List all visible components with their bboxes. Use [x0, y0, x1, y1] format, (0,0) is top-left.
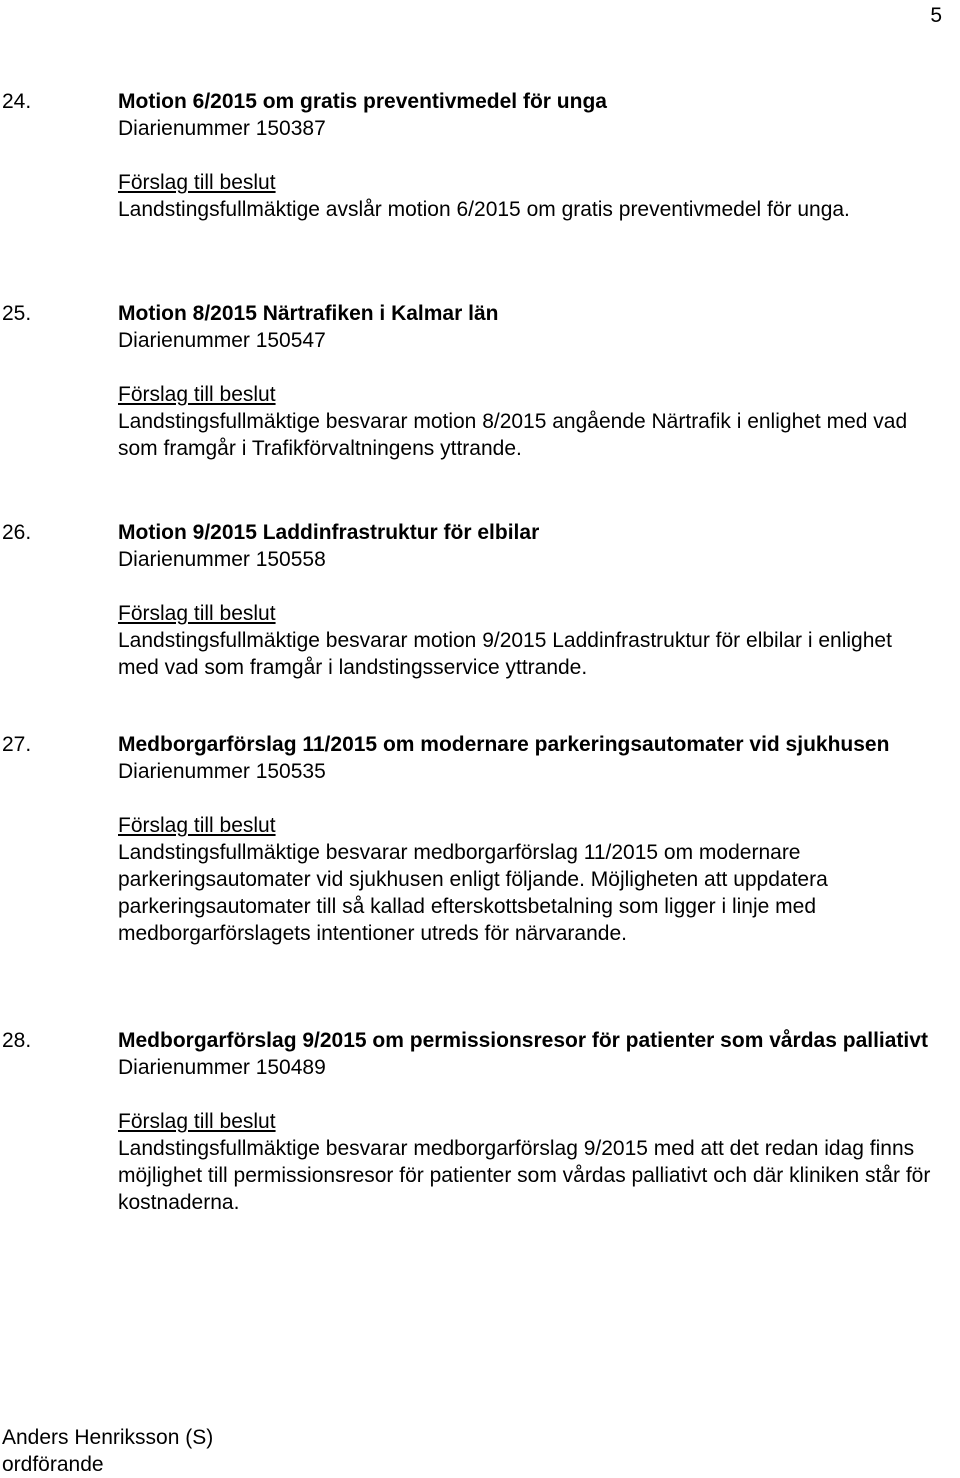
agenda-item-24: [2, 88, 952, 223]
page-number: 5: [930, 4, 942, 27]
proposal-heading: Förslag till beslut: [118, 1110, 276, 1133]
signatory-name: Anders Henriksson (S): [2, 1426, 214, 1449]
item-number: 26.: [2, 521, 32, 544]
proposal-heading: Förslag till beslut: [118, 602, 276, 625]
item-body: [118, 731, 952, 947]
item-body: [118, 88, 952, 223]
proposal-text: Landstingsfullmäktige besvarar motion 9/2015 Laddinfrastruktur för elbilar i enlighet med vad som framgår i landstingsservice yttrande.: [118, 629, 892, 679]
item-title: Medborgarförslag 11/2015 om modernare parkeringsautomater vid sjukhusen: [118, 733, 890, 756]
proposal-text: Landstingsfullmäktige besvarar medborgarförslag 9/2015 med att det redan idag finns möjlighet till permissionsresor för patienter som vårdas palliativt och där kliniken står för kostnaderna.: [118, 1137, 931, 1214]
item-title: Motion 6/2015 om gratis preventivmedel för unga: [118, 90, 607, 113]
diarienummer: Diarienummer 150558: [118, 548, 326, 571]
item-number: 27.: [2, 733, 32, 756]
item-number: 28.: [2, 1029, 32, 1052]
agenda-item-28: [2, 1027, 952, 1216]
proposal-text: Landstingsfullmäktige avslår motion 6/2015 om gratis preventivmedel för unga.: [118, 198, 850, 221]
signatory-role: ordförande: [2, 1453, 104, 1476]
proposal-heading: Förslag till beslut: [118, 383, 276, 406]
agenda-item-25: [2, 300, 952, 462]
proposal-text: Landstingsfullmäktige besvarar motion 8/2015 angående Närtrafik i enlighet med vad som framgår i Trafikförvaltningens yttrande.: [118, 410, 908, 460]
diarienummer: Diarienummer 150489: [118, 1056, 326, 1079]
diarienummer: Diarienummer 150387: [118, 117, 326, 140]
proposal-heading: Förslag till beslut: [118, 814, 276, 837]
item-body: [118, 519, 952, 681]
diarienummer: Diarienummer 150535: [118, 760, 326, 783]
item-title: Motion 9/2015 Laddinfrastruktur för elbilar: [118, 521, 540, 544]
item-body: [118, 300, 952, 462]
proposal-text: Landstingsfullmäktige besvarar medborgarförslag 11/2015 om modernare parkeringsautomater vid sjukhusen enligt följande. Möjligheten att uppdatera parkeringsautomater till så kallad efterskottsbetalning som ligger i linje med medborgarförslagets intentioner utreds för närvarande.: [118, 841, 828, 945]
proposal-heading: Förslag till beslut: [118, 171, 276, 194]
item-body: [118, 1027, 952, 1216]
item-number: 25.: [2, 302, 32, 325]
agenda-item-27: [2, 731, 952, 947]
agenda-item-26: [2, 519, 952, 681]
item-title: Medborgarförslag 9/2015 om permissionsresor för patienter som vårdas palliativt: [118, 1029, 928, 1052]
signature-block: [2, 1424, 213, 1478]
diarienummer: Diarienummer 150547: [118, 329, 326, 352]
item-number: 24.: [2, 90, 32, 113]
item-title: Motion 8/2015 Närtrafiken i Kalmar län: [118, 302, 499, 325]
